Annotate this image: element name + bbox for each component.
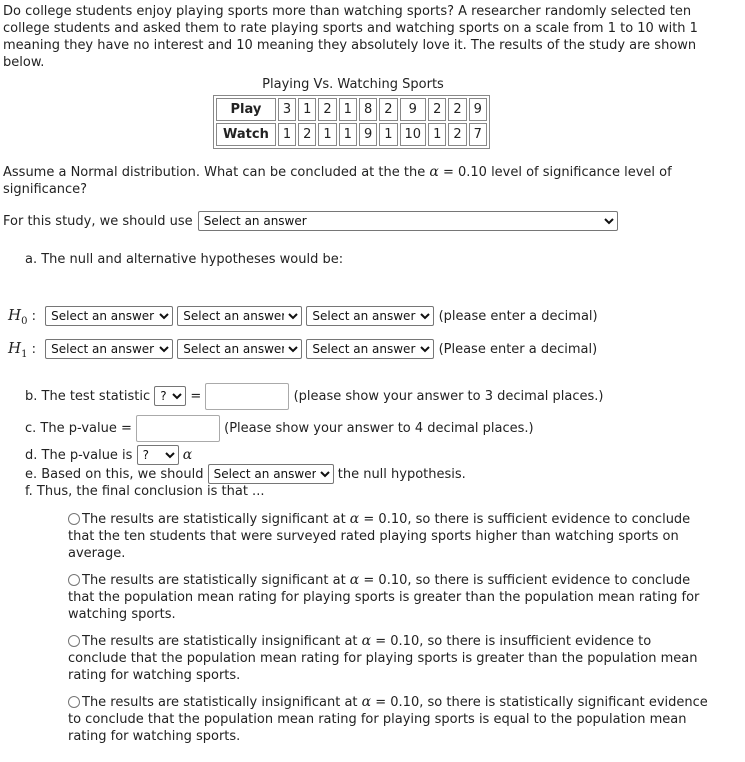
alpha-symbol: α (182, 447, 193, 463)
row-header-play: Play (216, 98, 276, 121)
h0-operator-select[interactable] (177, 306, 302, 326)
h1-colon: : (31, 342, 36, 357)
radio-button[interactable] (68, 696, 80, 708)
table-cell: 10 (400, 123, 427, 146)
table-row-watch (216, 123, 487, 146)
table-cell: 2 (428, 98, 446, 121)
part-b-note: (please show your answer to 3 decimal places.) (293, 389, 604, 404)
h0-value-select[interactable] (306, 306, 434, 326)
table-cell: 1 (379, 123, 397, 146)
h0-note: (please enter a decimal) (438, 309, 598, 324)
question-pre: Assume a Normal distribution. What can be concluded at the the (3, 165, 426, 180)
table-cell: 2 (448, 123, 466, 146)
part-d-row (25, 445, 192, 465)
h1-row (8, 339, 597, 360)
part-b-label: b. The test statistic (25, 389, 151, 404)
part-e-label: e. Based on this, we should (25, 467, 204, 482)
part-c-note: (Please show your answer to 4 decimal places.) (224, 421, 534, 436)
alpha-symbol: α (349, 572, 360, 588)
conclusion-option-3[interactable]: The results are statistically insignificant at α = 0.10, so there is insufficient evidence to conclude that the population mean rating for playing sports is greater than the population mean rating for watching sports. (68, 633, 698, 683)
intro-text: Do college students enjoy playing sports more than watching sports? A researcher randomly selected ten college students and asked them to rate playing sports and watching sports on a scale from 1 to 10 with 1 meaning they have no interest and 10 meaning they absolutely love it. The results of the study are shown below. (3, 4, 698, 70)
conclusion-option-4[interactable]: The results are statistically insignificant at α = 0.10, so there is statistically significant evidence to conclude that the population mean rating for playing sports is equal to the population mean rating for watching sports. (68, 694, 708, 744)
table-cell: 7 (469, 123, 487, 146)
table-row-play (216, 98, 487, 121)
part-f-text: f. Thus, the final conclusion is that ... (25, 484, 265, 499)
part-d-label: d. The p-value is (25, 448, 133, 463)
question-text (3, 164, 738, 198)
radio-button[interactable] (68, 574, 80, 586)
part-c-row (25, 415, 534, 442)
study-test-select[interactable] (198, 211, 618, 231)
table-cell: 1 (339, 123, 357, 146)
equals-sign: = (190, 389, 202, 404)
part-a-text: a. The null and alternative hypotheses would be: (25, 252, 344, 267)
table-cell: 2 (318, 98, 336, 121)
h0-colon: : (31, 309, 36, 324)
data-table (213, 95, 490, 149)
part-e-post: the null hypothesis. (337, 467, 466, 482)
part-c-label: c. The p-value = (25, 421, 132, 436)
alpha-symbol: α (349, 511, 360, 527)
table-cell: 2 (379, 98, 397, 121)
table-cell: 1 (428, 123, 446, 146)
table-cell: 1 (298, 98, 316, 121)
table-title: Playing Vs. Watching Sports (262, 77, 444, 92)
h1-value-select[interactable] (306, 339, 434, 359)
h1-note: (Please enter a decimal) (438, 342, 598, 357)
h0-label: $H_0$ (8, 306, 28, 327)
table-cell: 1 (278, 123, 296, 146)
decision-select[interactable] (208, 464, 334, 484)
p-value-compare-select[interactable] (137, 445, 179, 465)
table-cell: 2 (448, 98, 466, 121)
part-e-row (25, 464, 466, 484)
table-cell: 9 (359, 123, 377, 146)
question-post: = 0.10 level of significance level of significance? (3, 165, 672, 197)
alpha-symbol: α (361, 694, 372, 710)
table-cell: 1 (339, 98, 357, 121)
radio-button[interactable] (68, 513, 80, 525)
alpha-symbol: α (361, 633, 372, 649)
radio-button[interactable] (68, 635, 80, 647)
table-cell: 1 (318, 123, 336, 146)
p-value-input[interactable] (136, 415, 220, 442)
test-statistic-input[interactable] (205, 383, 289, 410)
h1-label: $H_1$ (8, 339, 28, 360)
table-cell: 8 (359, 98, 377, 121)
study-row (3, 211, 618, 231)
table-cell: 2 (298, 123, 316, 146)
part-b-row (25, 383, 603, 410)
h1-operator-select[interactable] (177, 339, 302, 359)
table-cell: 3 (278, 98, 296, 121)
conclusion-option-1[interactable]: The results are statistically significant at α = 0.10, so there is sufficient evidence to conclude that the ten students that were surveyed rated playing sports higher than watching sports on average. (68, 511, 691, 561)
row-header-watch: Watch (216, 123, 276, 146)
study-label: For this study, we should use (3, 214, 193, 229)
table-cell: 9 (400, 98, 427, 121)
h0-parameter-select[interactable] (45, 306, 173, 326)
table-cell: 9 (469, 98, 487, 121)
h1-parameter-select[interactable] (45, 339, 173, 359)
test-statistic-type-select[interactable] (154, 386, 186, 406)
alpha-symbol: α (429, 164, 439, 180)
conclusion-option-2[interactable]: The results are statistically significant at α = 0.10, so there is sufficient evidence to conclude that the population mean rating for playing sports is greater than the population mean rating for watching sports. (68, 572, 700, 622)
h0-row (8, 306, 598, 327)
